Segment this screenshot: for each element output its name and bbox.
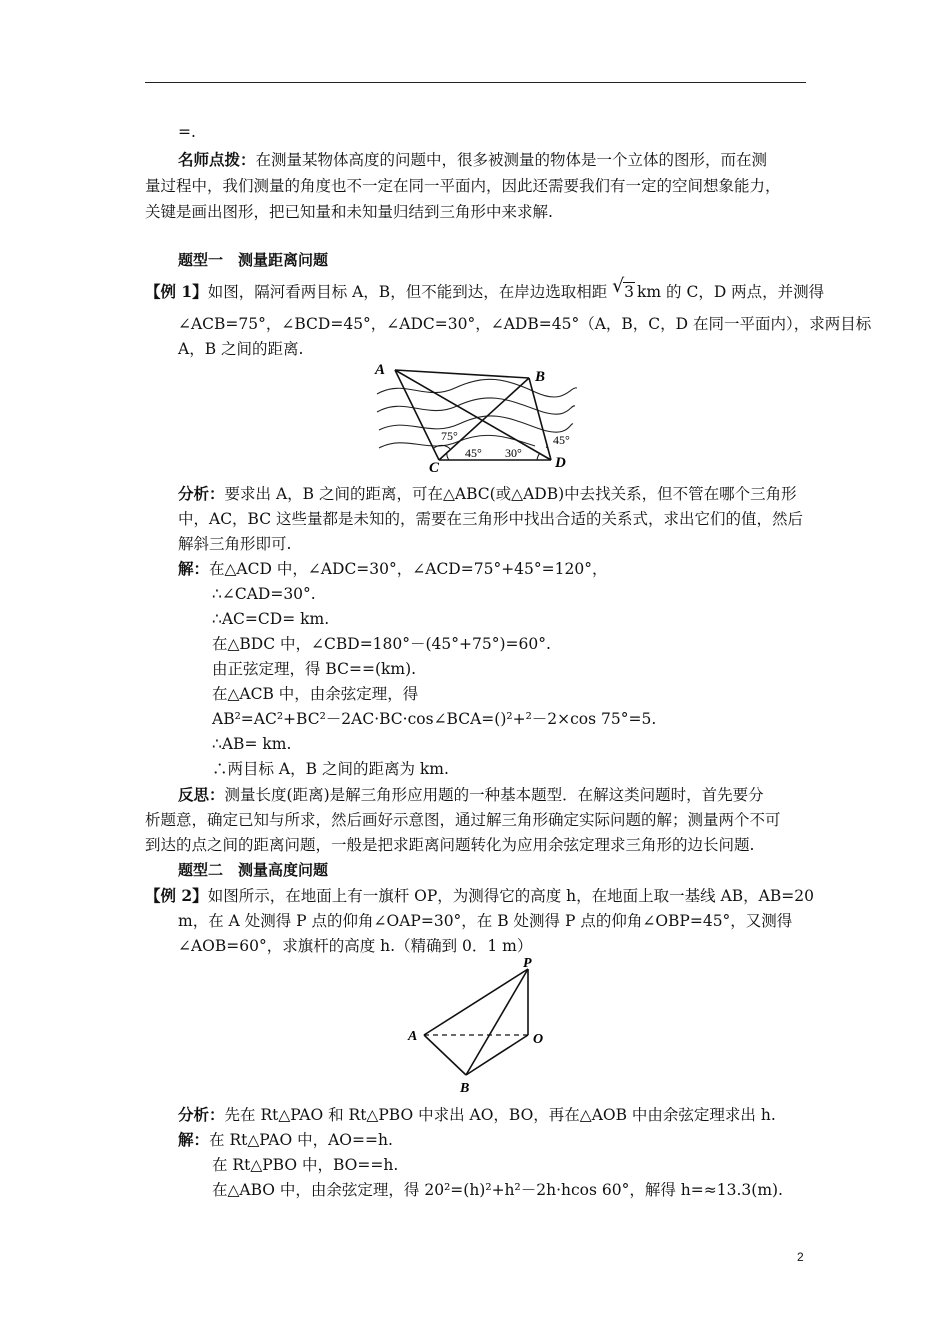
text-line: 在 Rt△PAO 中，AO==h. bbox=[209, 1131, 393, 1149]
example1-line bbox=[145, 275, 825, 302]
sqrt-value: 3 bbox=[624, 283, 635, 301]
analysis2-paragraph bbox=[178, 1105, 776, 1125]
text-line: ∴AC=CD= km. bbox=[212, 610, 330, 628]
text-line: 解斜三角形即可. bbox=[178, 535, 292, 553]
example2-label: 【例 2】 bbox=[145, 886, 208, 905]
tip-label: 名师点拨： bbox=[178, 150, 256, 169]
text-line: 在△ACD 中，∠ADC=30°，∠ACD=75°+45°=120°， bbox=[209, 560, 608, 578]
text-line: 析题意，确定已知与所求，然后画好示意图，通过解三角形确定实际问题的解；测量两个不可 bbox=[145, 811, 781, 829]
text-line: AB²=AC²+BC²－2AC·BC·cos∠BCA=()²+²－2×cos 75°=5. bbox=[212, 710, 657, 728]
angle-label-45: 45° bbox=[465, 446, 482, 460]
text-line: 在测量某物体高度的问题中，很多被测量的物体是一个立体的图形，而在测 bbox=[255, 151, 768, 169]
solution-line bbox=[178, 559, 607, 579]
analysis-paragraph bbox=[178, 484, 797, 504]
text-line: ∴AB= km. bbox=[212, 735, 292, 753]
river-figure bbox=[365, 358, 585, 474]
point-label-p: P bbox=[523, 956, 532, 971]
text-line: 在△ACB 中，由余弦定理，得 bbox=[212, 685, 419, 703]
point-label-b: B bbox=[535, 369, 546, 385]
header-rule bbox=[145, 82, 806, 83]
analysis2-label: 分析： bbox=[178, 1105, 225, 1124]
river-waves bbox=[377, 379, 577, 448]
text-line: 如图所示，在地面上有一旗杆 OP，为测得它的高度 h，在地面上取一基线 AB，AB=20 bbox=[207, 887, 814, 905]
text-line: 在△BDC 中，∠CBD=180°－(45°+75°)=60°. bbox=[212, 635, 551, 653]
point-label-c: C bbox=[429, 460, 440, 474]
text-line: 在△ABO 中，由余弦定理，得 20²=(h)²+h²－2h·hcos 60°，解得 h=≈13.3(m). bbox=[212, 1181, 783, 1199]
text-line: 到达的点之间的距离问题，一般是把求距离问题转化为应用余弦定理求三角形的边长问题. bbox=[145, 836, 755, 854]
reflection-label: 反思： bbox=[178, 785, 225, 804]
point-label-o: O bbox=[533, 1032, 544, 1047]
analysis-label: 分析： bbox=[178, 484, 225, 503]
text-line: 中，AC，BC 这些量都是未知的，需要在三角形中找出合适的关系式，求出它们的值，然后 bbox=[178, 510, 804, 528]
reflection-paragraph bbox=[178, 785, 764, 805]
text-line: 关键是画出图形，把已知量和未知量归结到三角形中来求解. bbox=[145, 203, 553, 221]
point-label-d: D bbox=[555, 455, 566, 471]
angle-label-30: 30° bbox=[505, 446, 522, 460]
example1-label: 【例 1】 bbox=[145, 282, 208, 301]
text-line: ∠ACB=75°，∠BCD=45°，∠ADC=30°，∠ADB=45°（A，B，C，D 在同一平面内），求两目标 bbox=[178, 315, 872, 333]
example2-line bbox=[145, 886, 814, 906]
text-line: ∴∠CAD=30°. bbox=[212, 585, 316, 603]
point-label-b: B bbox=[460, 1081, 470, 1095]
point-label-a: A bbox=[375, 362, 386, 378]
solution2-label: 解： bbox=[178, 1130, 210, 1149]
text-line: 如图，隔河看两目标 A，B，但不能到达，在岸边选取相距 bbox=[207, 283, 608, 301]
text-line: 由正弦定理，得 BC==(km). bbox=[212, 660, 417, 678]
text-line: m，在 A 处测得 P 点的仰角∠OAP=30°，在 B 处测得 P 点的仰角∠OBP=45°，又测得 bbox=[178, 912, 793, 930]
text-line: km 的 C，D 两点，并测得 bbox=[637, 283, 825, 301]
point-label-a: A bbox=[408, 1029, 418, 1044]
text-line: 先在 Rt△PAO 和 Rt△PBO 中求出 AO，BO，再在△AOB 中由余弦定理求出 h. bbox=[224, 1106, 776, 1124]
section-heading-type1: 题型一 测量距离问题 bbox=[178, 251, 329, 269]
section-heading-type2: 题型二 测量高度问题 bbox=[178, 861, 329, 879]
page-number: 2 bbox=[797, 1250, 804, 1264]
solution2-line bbox=[178, 1130, 393, 1150]
sqrt-expression: √ 3 bbox=[612, 275, 635, 301]
solution-label: 解： bbox=[178, 559, 210, 578]
text-line: ∠AOB=60°，求旗杆的高度 h.（精确到 0．1 m） bbox=[178, 937, 533, 955]
figure-lines bbox=[424, 969, 528, 1075]
text-line: 要求出 A，B 之间的距离，可在△ABC(或△ADB)中去找关系，但不管在哪个三角形 bbox=[224, 485, 797, 503]
text-line: 测量长度(距离)是解三角形应用题的一种基本题型．在解这类问题时，首先要分 bbox=[224, 786, 764, 804]
angle-label-45b: 45° bbox=[553, 433, 570, 447]
text-line: 量过程中，我们测量的角度也不一定在同一平面内，因此还需要我们有一定的空间想象能力， bbox=[145, 177, 781, 195]
text-line: A，B 之间的距离. bbox=[178, 340, 304, 358]
text-line: ∴两目标 A，B 之间的距离为 km. bbox=[212, 760, 449, 778]
angle-label-75: 75° bbox=[441, 429, 458, 443]
flagpole-figure bbox=[400, 955, 560, 1095]
text-line: =. bbox=[178, 123, 196, 141]
tip-paragraph bbox=[178, 150, 767, 170]
text-line: 在 Rt△PBO 中，BO==h. bbox=[212, 1156, 399, 1174]
